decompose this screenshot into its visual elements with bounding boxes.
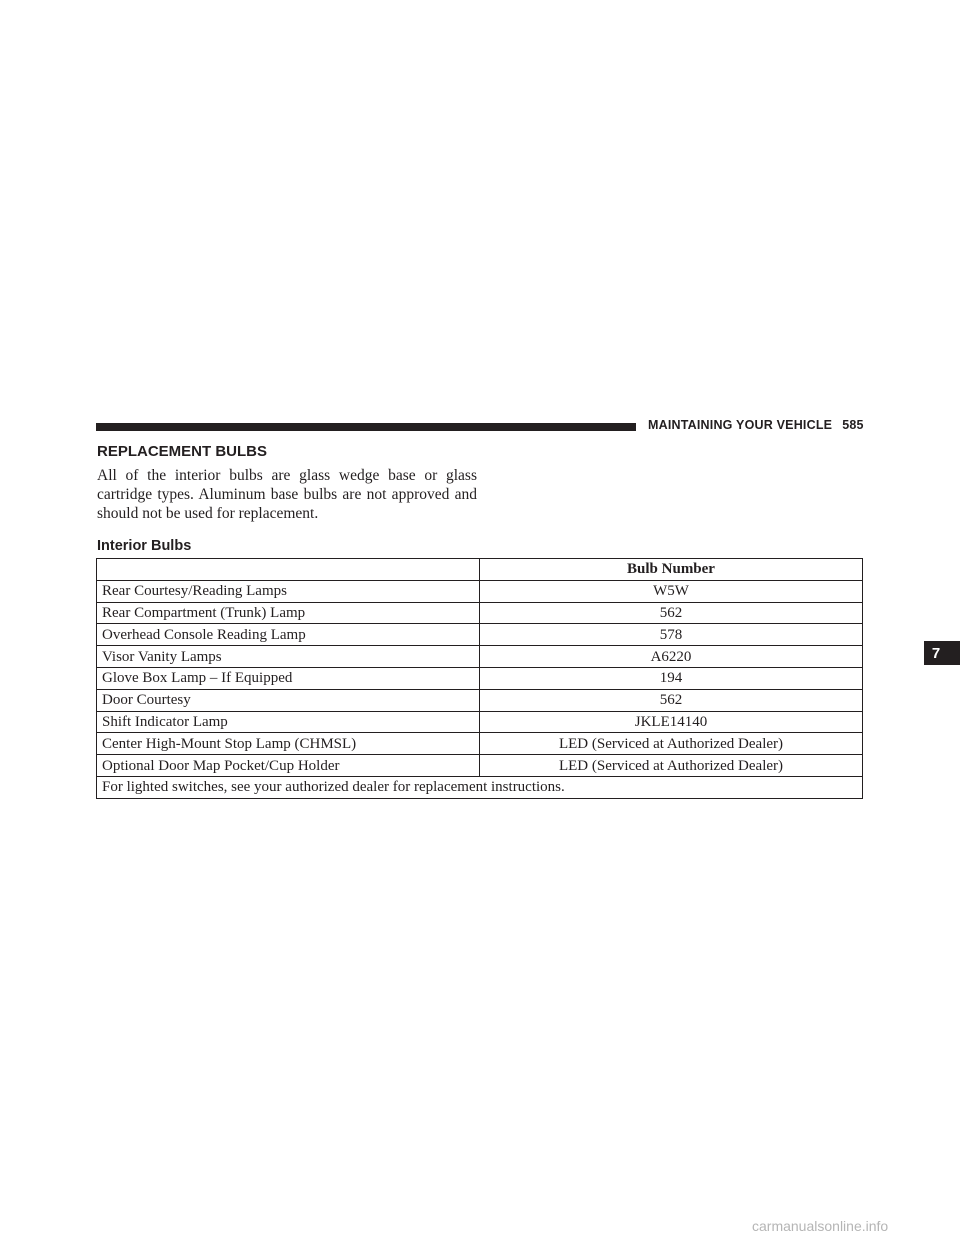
lamp-name: Shift Indicator Lamp bbox=[97, 711, 480, 733]
intro-paragraph: All of the interior bulbs are glass wedge base or glass cartridge types. Aluminum base bulbs are not approved and should not be used for replacement. bbox=[97, 467, 477, 522]
table-row bbox=[97, 711, 863, 733]
header-section: MAINTAINING YOUR VEHICLE bbox=[648, 418, 833, 432]
bulb-table bbox=[96, 558, 863, 799]
lamp-name: Optional Door Map Pocket/Cup Holder bbox=[97, 755, 480, 777]
watermark: carmanualsonline.info bbox=[752, 1218, 889, 1234]
bulb-number: LED (Serviced at Authorized Dealer) bbox=[480, 755, 863, 777]
header-cell-bulb-number: Bulb Number bbox=[480, 559, 863, 581]
table-header-row bbox=[97, 559, 863, 581]
table-row bbox=[97, 624, 863, 646]
table-row bbox=[97, 733, 863, 755]
table-row bbox=[97, 689, 863, 711]
bulb-number: JKLE14140 bbox=[480, 711, 863, 733]
bulb-number: W5W bbox=[480, 580, 863, 602]
lamp-name: Overhead Console Reading Lamp bbox=[97, 624, 480, 646]
bulb-number: LED (Serviced at Authorized Dealer) bbox=[480, 733, 863, 755]
lamp-name: Rear Courtesy/Reading Lamps bbox=[97, 580, 480, 602]
table-footnote-row bbox=[97, 776, 863, 798]
table-title: Interior Bulbs bbox=[97, 538, 192, 554]
header-rule bbox=[96, 423, 636, 431]
table-row bbox=[97, 667, 863, 689]
lamp-name: Visor Vanity Lamps bbox=[97, 646, 480, 668]
page-number: 585 bbox=[842, 418, 864, 432]
bulb-number: 194 bbox=[480, 667, 863, 689]
table-row bbox=[97, 755, 863, 777]
lamp-name: Door Courtesy bbox=[97, 689, 480, 711]
bulb-number: A6220 bbox=[480, 646, 863, 668]
header-cell-empty bbox=[97, 559, 480, 581]
bulb-number: 562 bbox=[480, 689, 863, 711]
section-title: REPLACEMENT BULBS bbox=[97, 443, 268, 460]
lamp-name: Rear Compartment (Trunk) Lamp bbox=[97, 602, 480, 624]
chapter-tab: 7 bbox=[924, 641, 960, 665]
lamp-name: Glove Box Lamp – If Equipped bbox=[97, 667, 480, 689]
table-row bbox=[97, 602, 863, 624]
bulb-number: 562 bbox=[480, 602, 863, 624]
table-row bbox=[97, 580, 863, 602]
table-row bbox=[97, 646, 863, 668]
lamp-name: Center High-Mount Stop Lamp (CHMSL) bbox=[97, 733, 480, 755]
bulb-number: 578 bbox=[480, 624, 863, 646]
running-header bbox=[648, 418, 864, 432]
table-footnote: For lighted switches, see your authorized dealer for replacement instructions. bbox=[97, 776, 863, 798]
